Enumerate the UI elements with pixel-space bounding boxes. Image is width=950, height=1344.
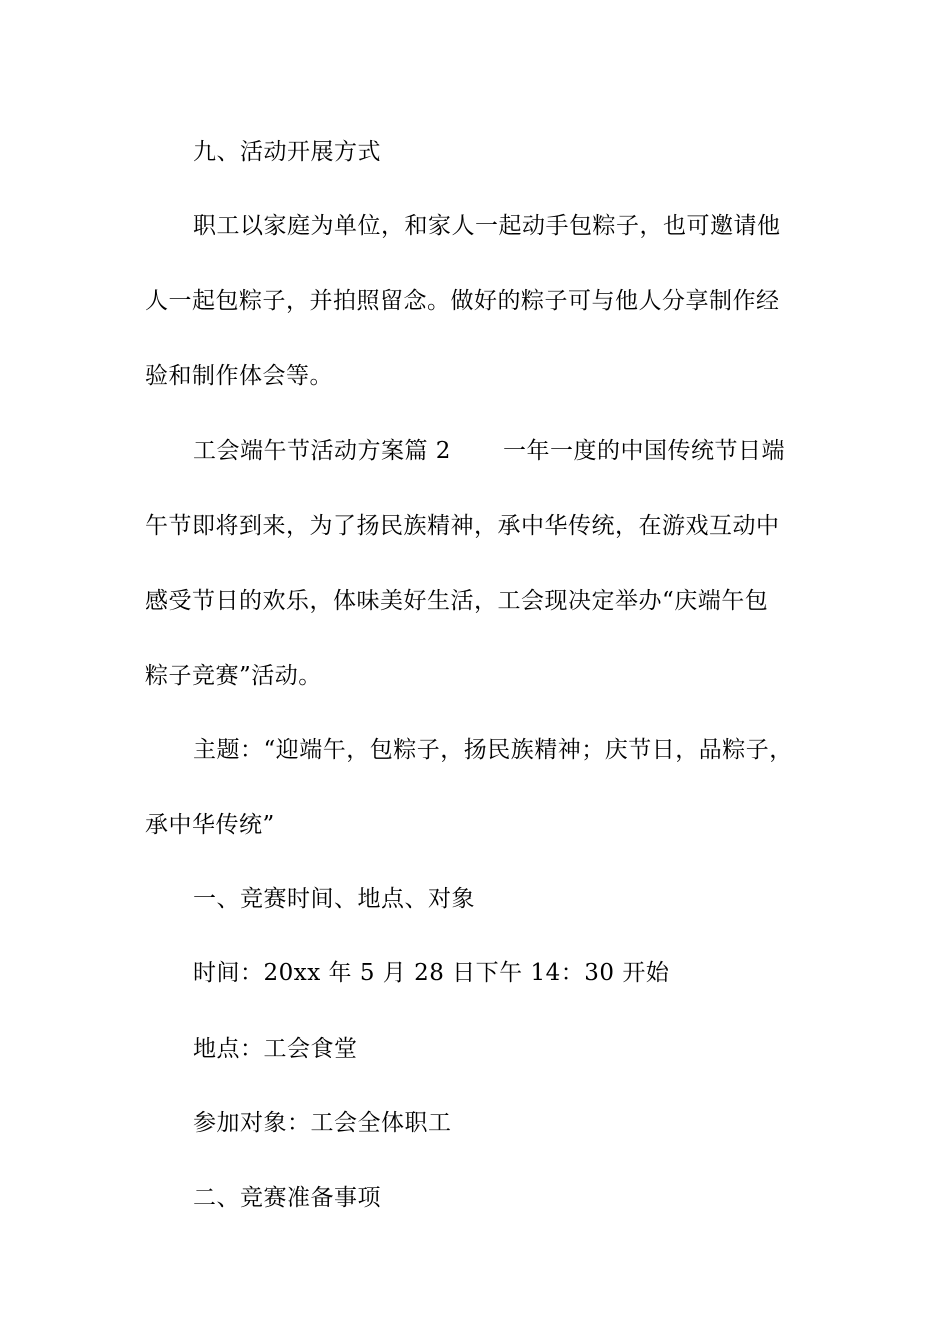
paragraph-line: 粽子竞赛”活动。 — [145, 663, 322, 689]
participants-line: 参加对象：工会全体职工 — [193, 1110, 452, 1136]
section-heading-one: 一、竞赛时间、地点、对象 — [193, 886, 475, 912]
paragraph-line: 感受节日的欢乐，体味美好生活，工会现决定举办“庆端午包 — [145, 588, 769, 614]
time-line: 时间：20xx 年 5 月 28 日下午 14：30 开始 — [193, 960, 670, 986]
theme-line: 承中华传统” — [145, 812, 275, 838]
paragraph-line: 午节即将到来，为了扬民族精神，承中华传统，在游戏互动中 — [145, 513, 780, 539]
paragraph-line: 职工以家庭为单位，和家人一起动手包粽子，也可邀请他 — [193, 213, 781, 239]
location-line: 地点：工会食堂 — [193, 1036, 358, 1062]
section-heading-nine: 九、活动开展方式 — [193, 139, 381, 165]
article-title: 工会端午节活动方案篇 2 — [193, 438, 451, 464]
section-heading-two: 二、竞赛准备事项 — [193, 1185, 381, 1211]
theme-line: 主题：“迎端午，包粽子，扬民族精神；庆节日，品粽子， — [193, 737, 793, 763]
paragraph-line — [193, 436, 873, 466]
paragraph-line: 验和制作体会等。 — [145, 363, 333, 389]
paragraph-text: 一年一度的中国传统节日端 — [502, 438, 785, 464]
paragraph-line: 人一起包粽子，并拍照留念。做好的粽子可与他人分享制作经 — [145, 288, 780, 314]
